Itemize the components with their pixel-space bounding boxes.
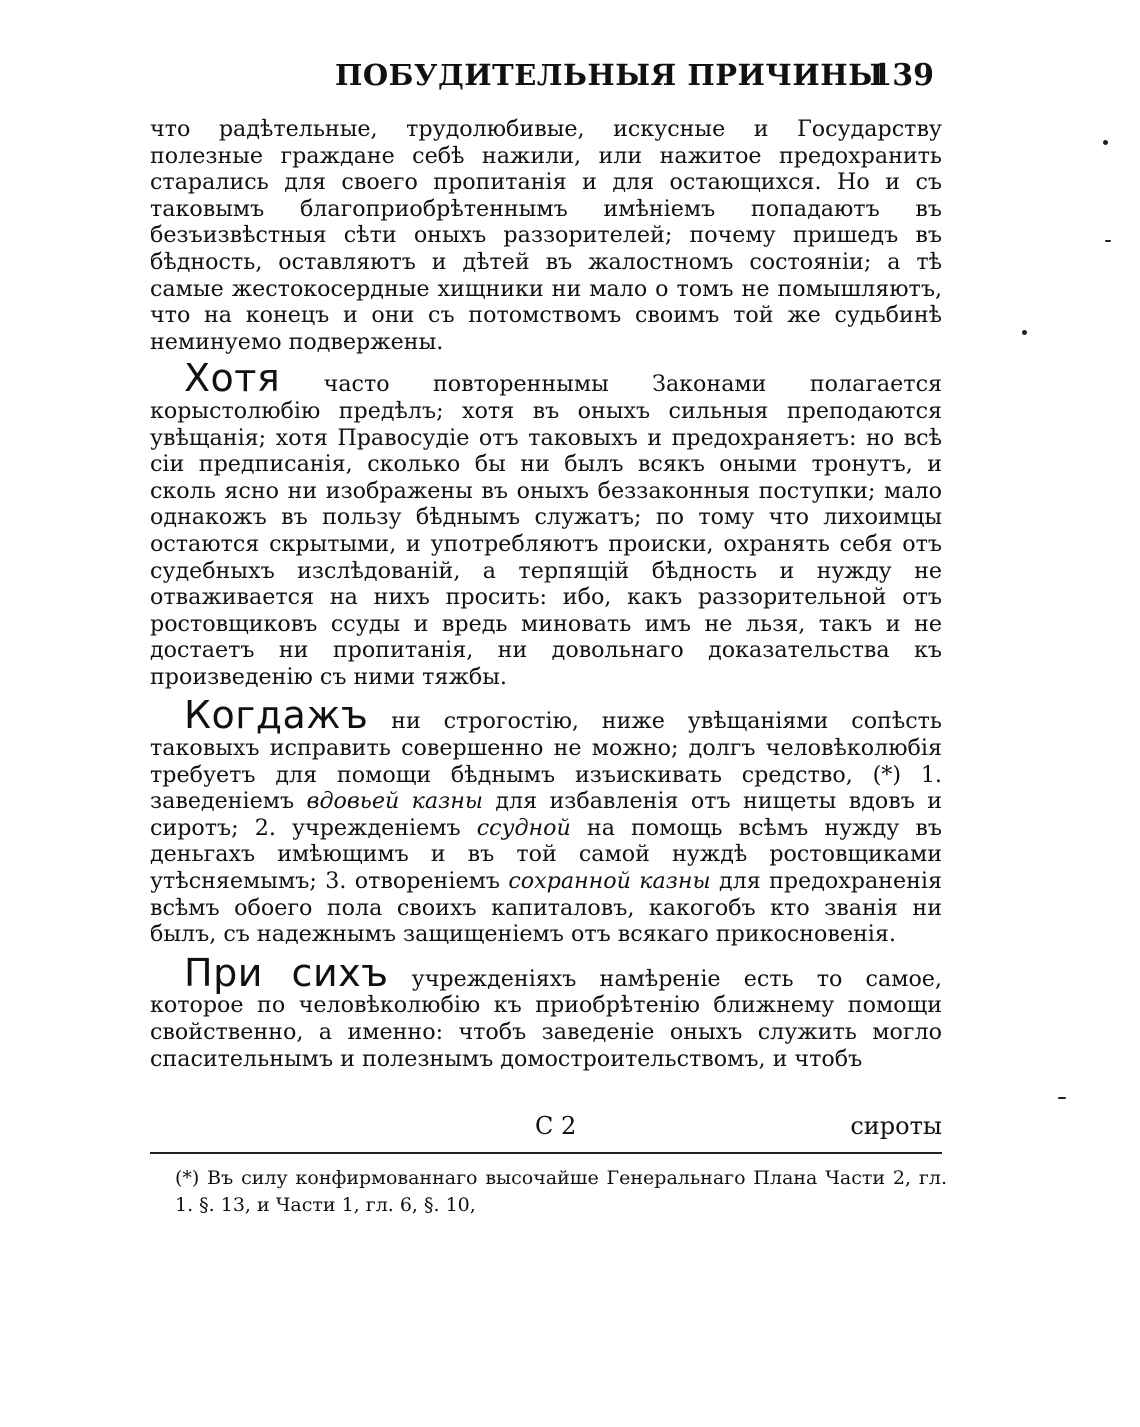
paragraph-kogdazh xyxy=(150,693,943,948)
paragraph-text: ни строгостію, ниже увѣщаніями сопѣсть таковыхъ исправить совершенно не можно; долгъ человѣколюбія требуетъ для помощи бѣднымъ изъискивать средство, (*) 1. заведеніемъ xyxy=(150,708,942,815)
footnote-rule xyxy=(150,1152,942,1154)
ink-speck xyxy=(1105,240,1111,242)
paragraph-khotya xyxy=(150,356,942,690)
paragraph-pri-sikh xyxy=(150,950,942,1072)
paragraph-text: для предохраненія всѣмъ обоего пола своихъ капиталовъ, какогобъ кто званія ни былъ, съ надежнымъ защищеніемъ отъ всякаго прикосновенія. xyxy=(150,868,942,948)
paragraph-text: на помощь всѣмъ нужду въ деньгахъ имѣющимъ и въ той самой нуждѣ ростовщиками утѣсняемымъ; 3. отвореніемъ xyxy=(150,814,943,895)
page-number: 139 xyxy=(871,58,934,93)
paragraph-lead-word: Хотя xyxy=(184,356,281,401)
ink-speck xyxy=(1058,1097,1066,1099)
paragraph-text: что радѣтельные, трудолюбивые, искусные и Государству полезные граждане себѣ нажили, или нажитое предохранить старались для своего пропитанія и для остающихся. Но и съ таковымъ благоприобрѣтеннымъ имѣніемъ попадаютъ въ безъизвѣстныя сѣти оныхъ раззорителей; почему пришедъ въ бѣдность, оставляютъ и дѣтей въ жалостномъ состояніи; а тѣ самые жестокосердные хищники ни мало о томъ не помышляютъ, что на конецъ и они съ потомствомъ своимъ той же судьбинѣ неминуемо подвержены. xyxy=(150,116,942,355)
footnote: (*) Въ силу конфирмованнаго высочайше Генеральнаго Плана Части 2, гл. 1. §. 13, и Части 1, гл. 6, §. 10, xyxy=(175,1167,947,1216)
body-text xyxy=(150,116,942,1084)
ink-speck xyxy=(1103,140,1108,145)
paragraph-continued xyxy=(150,116,942,355)
paragraph-lead-word: При сихъ xyxy=(184,950,389,995)
signature-line xyxy=(150,1112,942,1144)
running-title: ПОБУДИТЕЛЬНЫЯ ПРИЧИНЫ xyxy=(335,58,884,92)
italic-term-loan: ссудной xyxy=(476,814,571,841)
paragraph-text: для избавленія отъ нищеты вдовъ и сиротъ; 2. учрежденіемъ xyxy=(150,788,942,841)
italic-term-safekeeping-fund: сохранной казны xyxy=(508,868,711,895)
signature-mark: С 2 xyxy=(535,1112,577,1140)
italic-term-widow-fund: вдовьей казны xyxy=(306,788,483,815)
paragraph-text: часто повтореннымы Законами полагается корыстолюбію предѣлъ; хотя въ оныхъ сильныя преподаются увѣщанія; хотя Правосудіе отъ таковыхъ и предохраняетъ: но всѣ сіи предписанія, сколько бы ни былъ всякъ оными тронутъ, и сколь ясно ни изображены въ оныхъ беззаконныя поступки; мало однакожъ въ пользу бѣднымъ служатъ; по тому что лихоимцы остаются скрытыми, и употребляютъ происки, охранять себя отъ судебныхъ изслѣдованій, а терпящій бѣдность и нужду не отваживается на нихъ просить: ибо, какъ раззорительной отъ ростовщиковъ ссуды и вредь миновать имъ не льзя, такъ и не достаетъ ни пропитанія, ни довольнаго доказательства къ произведенію съ ними тяжбы. xyxy=(150,371,942,690)
catchword: сироты xyxy=(850,1112,942,1140)
paragraph-text: учрежденіяхъ намѣреніе есть то самое, которое по человѣколюбію къ приобрѣтенію ближнему помощи свойственно, а именно: чтобъ заведеніе оныхъ служить могло спасительнымъ и полезнымъ домостроительствомъ, и чтобъ xyxy=(150,965,942,1072)
ink-speck xyxy=(1022,330,1027,335)
paragraph-lead-word: Когдажъ xyxy=(184,693,369,738)
running-head xyxy=(150,58,940,98)
